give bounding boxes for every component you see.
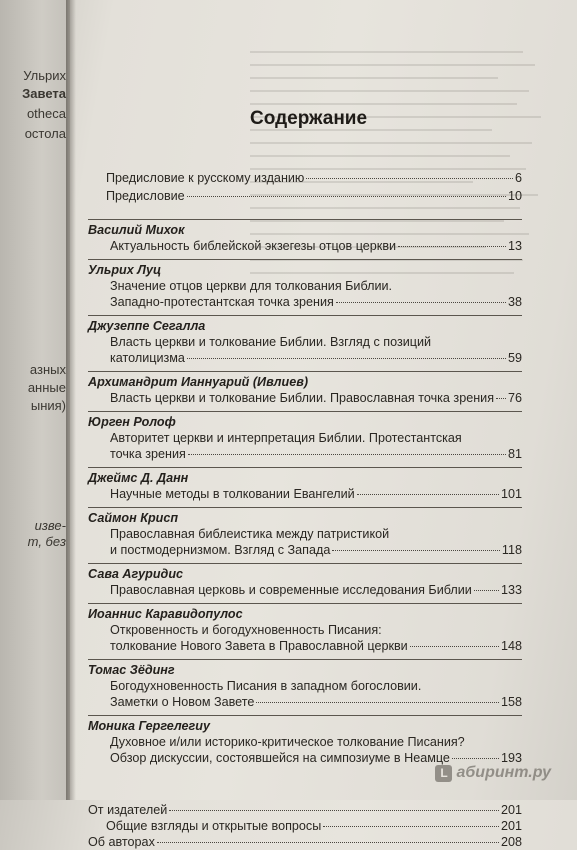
dot-leader [188,454,506,455]
dot-leader [157,842,499,843]
toc-entry-last-line [110,238,522,254]
toc-entry-last-line [110,350,522,366]
toc-entry-text: Обзор дискуссии, состоявшейся на симпозиуме в Неамце [110,751,450,765]
dot-leader [323,826,499,827]
watermark-logo-icon: L [435,765,452,782]
author-name: Ульрих Луц [88,259,522,278]
toc-entry-last-line [88,802,522,818]
toc-entry-text: толкование Нового Завета в Православной церкви [110,639,408,653]
toc-entry[interactable] [88,170,522,186]
toc-entry-last-line [110,294,522,310]
page-number: 81 [507,447,522,461]
table-of-contents [88,170,522,850]
page-number: 101 [500,487,522,501]
page-number: 148 [500,639,522,653]
toc-section [88,507,522,558]
author-name: Сава Агуридис [88,563,522,582]
left-page-fragment: азных [29,362,66,377]
toc-entry-last-line [106,170,522,186]
toc-entry-text: Значение отцов церкви для толкования Библии. [110,279,393,293]
toc-entry[interactable] [88,390,522,406]
toc-entry-text: Западно-протестантская точка зрения [110,295,334,309]
toc-entry[interactable] [88,188,522,204]
left-page-fragment: ыния) [30,398,66,413]
dot-leader [452,758,499,759]
toc-entry[interactable] [88,278,522,310]
toc-section [88,259,522,310]
page-title: Содержание [250,108,368,129]
toc-entry[interactable] [88,818,522,834]
watermark-text: абиринт.ру [456,764,551,781]
author-name: Иоаннис Каравидопулос [88,603,522,622]
dot-leader [306,178,513,179]
left-page-fragment: анные [27,380,66,395]
dot-leader [496,398,506,399]
left-page-fragment: т, без [27,534,66,549]
page-number: 10 [507,189,522,203]
left-page-fragment: Завета [22,86,66,101]
author-name: Джеймс Д. Данн [88,467,522,486]
toc-entry[interactable] [88,526,522,558]
page-number: 13 [507,239,522,253]
page-number: 133 [500,583,522,597]
toc-entry-last-line [110,582,522,598]
page-number: 193 [500,751,522,765]
toc-entry-text: Актуальность библейской экзегезы отцов церкви [110,239,397,253]
toc-entry[interactable] [88,734,522,766]
author-name: Джузеппе Сегалла [88,315,522,334]
page-number: 201 [500,819,522,833]
toc-entry-text: и постмодернизмом. Взгляд с Запада [110,543,331,557]
page-number: 59 [507,351,522,365]
left-page-fragment: остола [24,126,66,141]
toc-entry-text: католицизма [110,351,185,365]
toc-entry[interactable] [88,486,522,502]
toc-entry-last-line [110,390,522,406]
toc-section [88,467,522,502]
toc-entry-text: Предисловие к русскому изданию [106,171,305,185]
author-name: Томас Зёдинг [88,659,522,678]
toc-entry-last-line [110,638,522,654]
left-page-fragment: Ульрих [23,68,66,83]
page-number: 6 [514,171,522,185]
dot-leader [474,590,499,591]
left-page-fragment: otheca [26,106,66,121]
dot-leader [187,358,506,359]
toc-entry-text: Власть церкви и толкование Библии. Православная точка зрения [110,391,495,405]
toc-entry-text: Общие взгляды и открытые вопросы [106,819,322,833]
toc-entry-text: Откровенность и богодухновенность Писания: [110,623,382,637]
toc-entry[interactable] [88,678,522,710]
toc-entry-last-line [88,834,522,850]
author-name: Юрген Ролоф [88,411,522,430]
toc-section [88,659,522,710]
site-watermark [435,764,551,782]
toc-entry[interactable] [88,582,522,598]
toc-entry-text: точка зрения [110,447,186,461]
author-name: Моника Гергелегиу [88,715,522,734]
author-name: Василий Михок [88,219,522,238]
author-name: Архимандрит Ианнуарий (Ивлиев) [88,371,522,390]
toc-section [88,603,522,654]
toc-entry-last-line [106,818,522,834]
toc-section [88,219,522,254]
author-name: Саймон Крисп [88,507,522,526]
toc-section [88,371,522,406]
dot-leader [256,702,499,703]
toc-entry-text: От издателей [88,803,168,817]
toc-entry-last-line [110,542,522,558]
toc-entry[interactable] [88,430,522,462]
toc-entry-text: Духовное и/или историко-критическое толкование Писания? [110,735,465,749]
dot-leader [410,646,499,647]
toc-entry-text: Богодухновенность Писания в западном богословии. [110,679,422,693]
toc-entry[interactable] [88,834,522,850]
toc-entry[interactable] [88,622,522,654]
toc-entry-text: Власть церкви и толкование Библии. Взгляд с позиций [110,335,432,349]
toc-entry[interactable] [88,802,522,818]
page-number: 76 [507,391,522,405]
toc-section [88,715,522,766]
left-page-fragment: изве- [34,518,66,533]
toc-entry-last-line [106,188,522,204]
page-number: 38 [507,295,522,309]
toc-entry-text: Научные методы в толковании Евангелий [110,487,355,501]
dot-leader [187,196,506,197]
toc-entry[interactable] [88,238,522,254]
toc-entry-text: Авторитет церкви и интерпретация Библии. Протестантская [110,431,462,445]
page-number: 158 [500,695,522,709]
toc-entry-text: Об авторах [88,835,155,849]
page-number: 208 [500,835,522,849]
toc-entry-last-line [110,486,522,502]
dot-leader [398,246,506,247]
toc-section [88,563,522,598]
dot-leader [357,494,499,495]
toc-entry-text: Заметки о Новом Завете [110,695,255,709]
dot-leader [169,810,499,811]
toc-entry-last-line [110,694,522,710]
toc-entry-text: Православная церковь и современные исследования Библии [110,583,472,597]
page-number: 201 [500,803,522,817]
left-facing-page [0,0,70,800]
dot-leader [332,550,500,551]
toc-entry-text: Предисловие [106,189,185,203]
dot-leader [336,302,506,303]
toc-entry[interactable] [88,334,522,366]
book-gutter-shadow [66,0,76,800]
toc-entry-text: Православная библеистика между патристикой [110,527,390,541]
page-number: 118 [501,543,522,557]
toc-section [88,411,522,462]
toc-section [88,315,522,366]
toc-entry-last-line [110,446,522,462]
